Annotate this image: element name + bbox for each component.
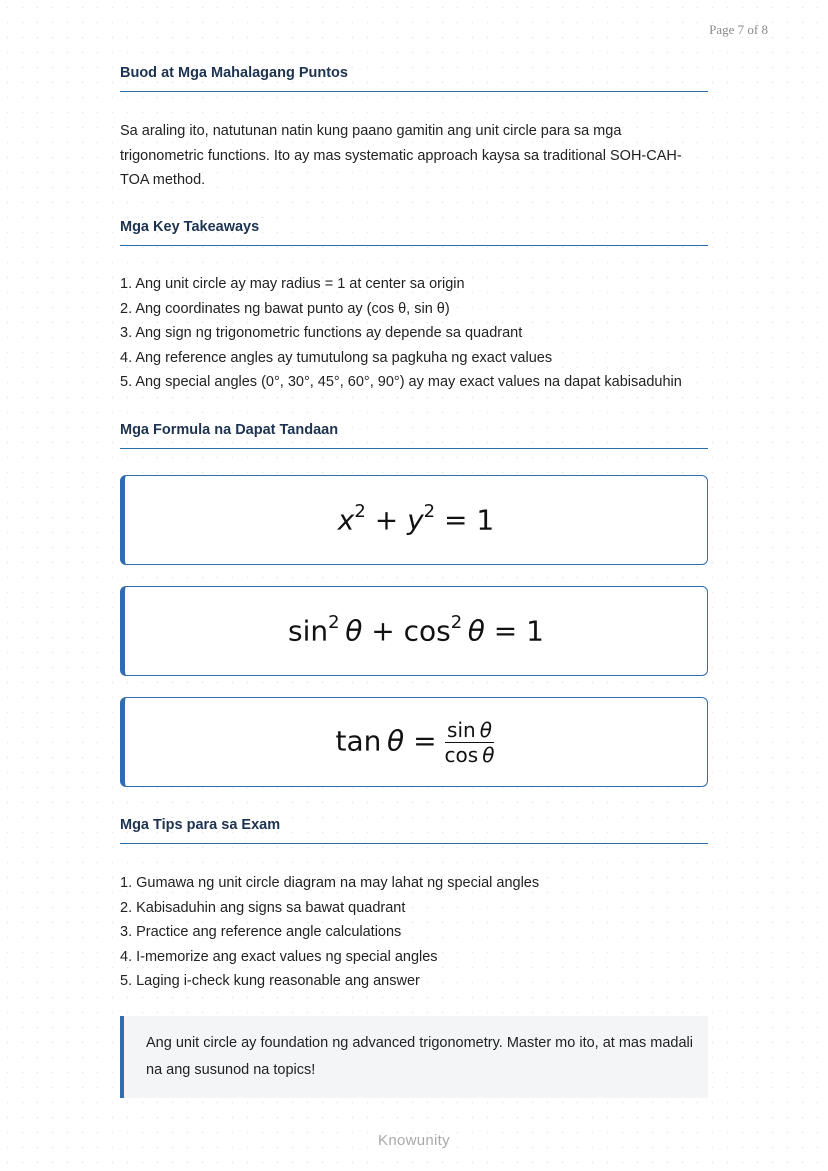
takeaway-item: 5. Ang special angles (0°, 30°, 45°, 60°, 90°) ay may exact values na dapat kabisaduhin [120, 374, 682, 390]
formulas-heading: Mga Formula na Dapat Tandaan [120, 422, 708, 449]
fraction: $\frac{\text{sin θ}}{\text{cos θ}}$ [444, 717, 495, 767]
tip-item: 1. Gumawa ng unit circle diagram na may lahat ng special angles [120, 875, 540, 891]
takeaway-item: 3. Ang sign ng trigonometric functions ay depende sa quadrant [120, 325, 523, 341]
summary-paragraph: Sa araling ito, natutunan natin kung paano gamitin ang unit circle para sa mga trigonometric functions. Ito ay mas systematic approach kaysa sa traditional SOH-CAH-TOA method. [120, 123, 682, 188]
tip-item: 5. Laging i-check kung reasonable ang answer [120, 973, 420, 989]
formula-box [120, 697, 708, 787]
tip-item: 3. Practice ang reference angle calculations [120, 924, 402, 940]
brand-footer: Knowunity [378, 1132, 450, 1149]
tips-heading: Mga Tips para sa Exam [120, 817, 708, 844]
formula-box [120, 586, 708, 676]
takeaway-item: 2. Ang coordinates ng bawat punto ay (cos θ, sin θ) [120, 300, 450, 317]
takeaway-item: 4. Ang reference angles ay tumutulong sa pagkuha ng exact values [120, 349, 553, 366]
tips-list [120, 871, 708, 994]
takeaway-item: 1. Ang unit circle ay may radius = 1 at center sa origin [120, 276, 465, 292]
formula-unit-circle: $x^2 + y^2 = 1$ [337, 501, 495, 537]
takeaways-heading: Mga Key Takeaways [120, 219, 708, 246]
formula-tangent-identity: tan θ = $\frac{\text{sin θ}}{\text{cos θ}}$ [335, 717, 495, 767]
formula-pythagorean-identity: $\sin^2 \theta + \cos^2 \theta = 1$ [288, 612, 544, 648]
formula-box [120, 475, 708, 565]
closing-note: Ang unit circle ay foundation ng advanced trigonometry. Master mo ito, at mas madali na ang susunod na topics! [120, 1016, 708, 1098]
takeaways-list [120, 272, 708, 395]
page-number: Page 7 of 8 [709, 22, 768, 37]
tip-item: 4. I-memorize ang exact values ng special angles [120, 948, 438, 965]
summary-heading: Buod at Mga Mahalagang Puntos [120, 65, 708, 92]
tip-item: 2. Kabisaduhin ang signs sa bawat quadrant [120, 899, 406, 916]
